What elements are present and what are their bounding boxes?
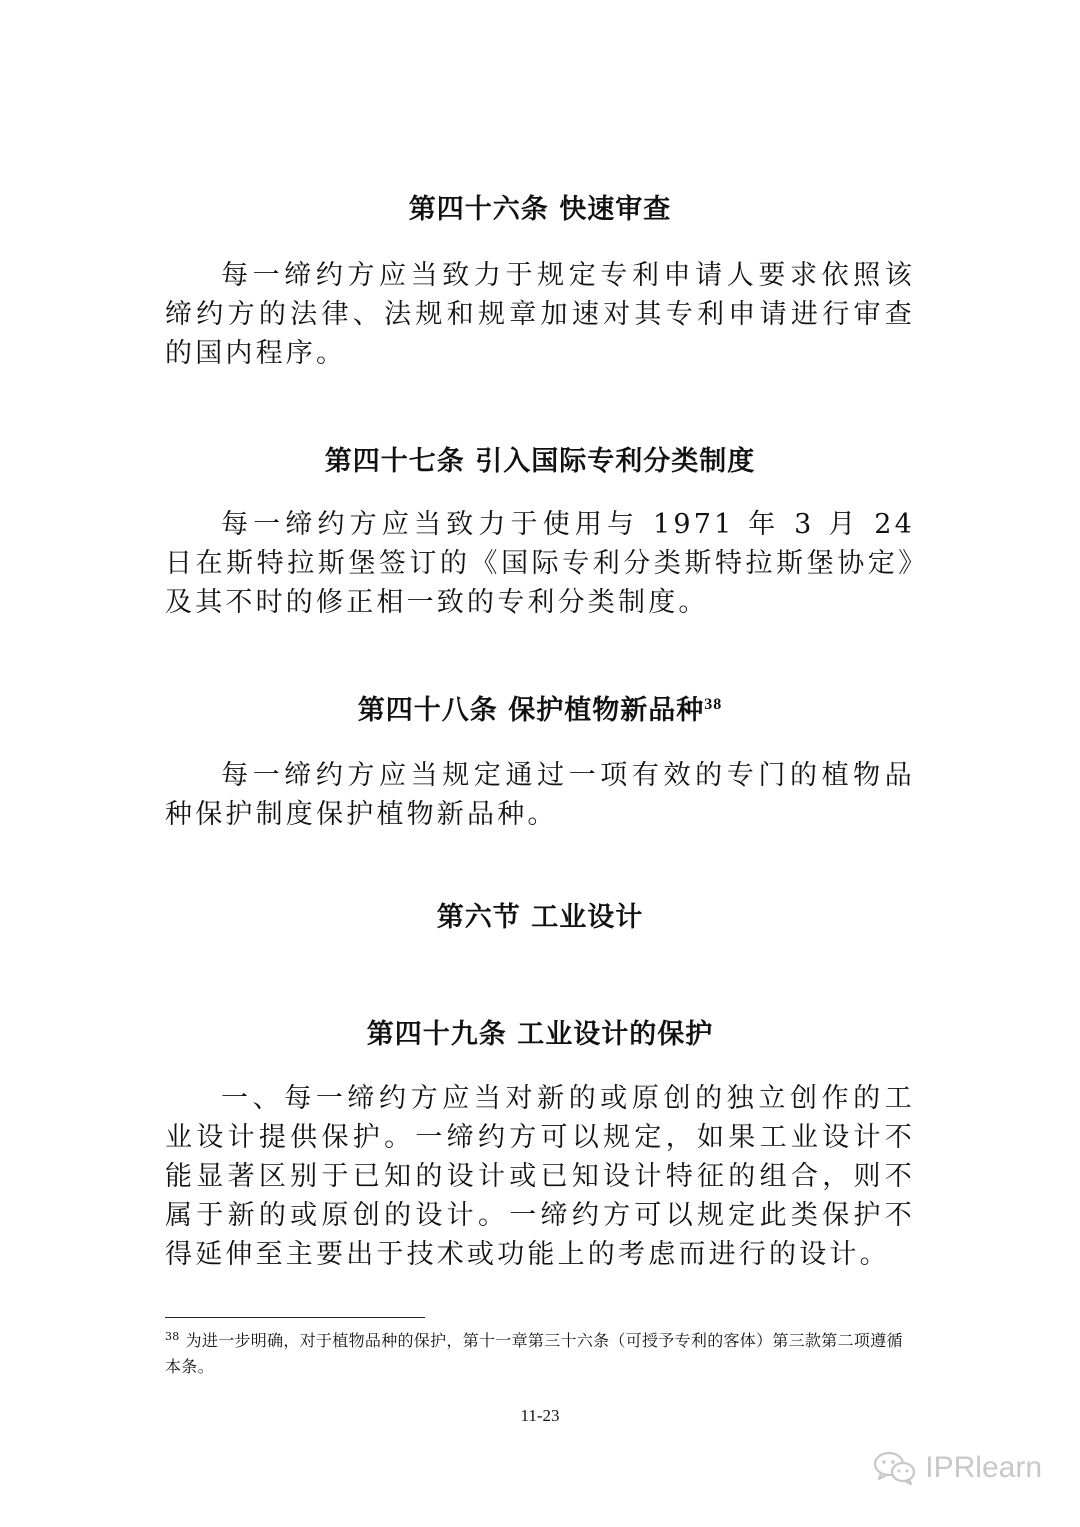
article-47-heading [165,444,915,480]
footnote-text: 为进一步明确，对于植物品种的保护，第十一章第三十六条（可授予专利的客体）第三款第二项遵循本条。 [165,1331,903,1376]
article-48-heading [165,693,915,729]
article-48-heading-text: 第四十八条 保护植物新品种 [357,695,705,726]
wechat-icon [873,1450,917,1486]
footnote-number: 38 [165,1329,180,1343]
section-6-heading [165,900,915,936]
article-49-heading [165,1017,915,1053]
article-46-heading-text: 第四十六条 快速审查 [408,194,672,225]
watermark [873,1450,1042,1486]
article-47-paragraph: 每一缔约方应当致力于使用与 1971 年 3 月 24 日在斯特拉斯堡签订的《国际专利分类斯特拉斯堡协定》及其不时的修正相一致的专利分类制度。 [165,509,915,618]
article-47-heading-text: 第四十七条 引入国际专利分类制度 [324,446,756,477]
article-46-paragraph: 每一缔约方应当致力于规定专利申请人要求依照该缔约方的法律、法规和规章加速对其专利申请进行审查的国内程序。 [165,260,915,369]
footnote [165,1328,915,1380]
footnote-reference[interactable]: 38 [704,696,723,713]
article-48-paragraph: 每一缔约方应当规定通过一项有效的专门的植物品种保护制度保护植物新品种。 [165,760,915,830]
page-number: 11-23 [520,1406,560,1425]
watermark-text: IPRlearn [925,1451,1042,1484]
section-6-heading-text: 第六节 工业设计 [436,902,644,933]
footnote-divider [165,1317,425,1318]
article-49-heading-text: 第四十九条 工业设计的保护 [366,1019,714,1050]
article-46-heading [165,192,915,228]
article-49-paragraph: 一、每一缔约方应当对新的或原创的独立创作的工业设计提供保护。一缔约方可以规定，如果工业设计不能显著区别于已知的设计或已知设计特征的组合，则不属于新的或原创的设计。一缔约方可以规定此类保护不得延伸至主要出于技术或功能上的考虑而进行的设计。 [165,1083,915,1270]
